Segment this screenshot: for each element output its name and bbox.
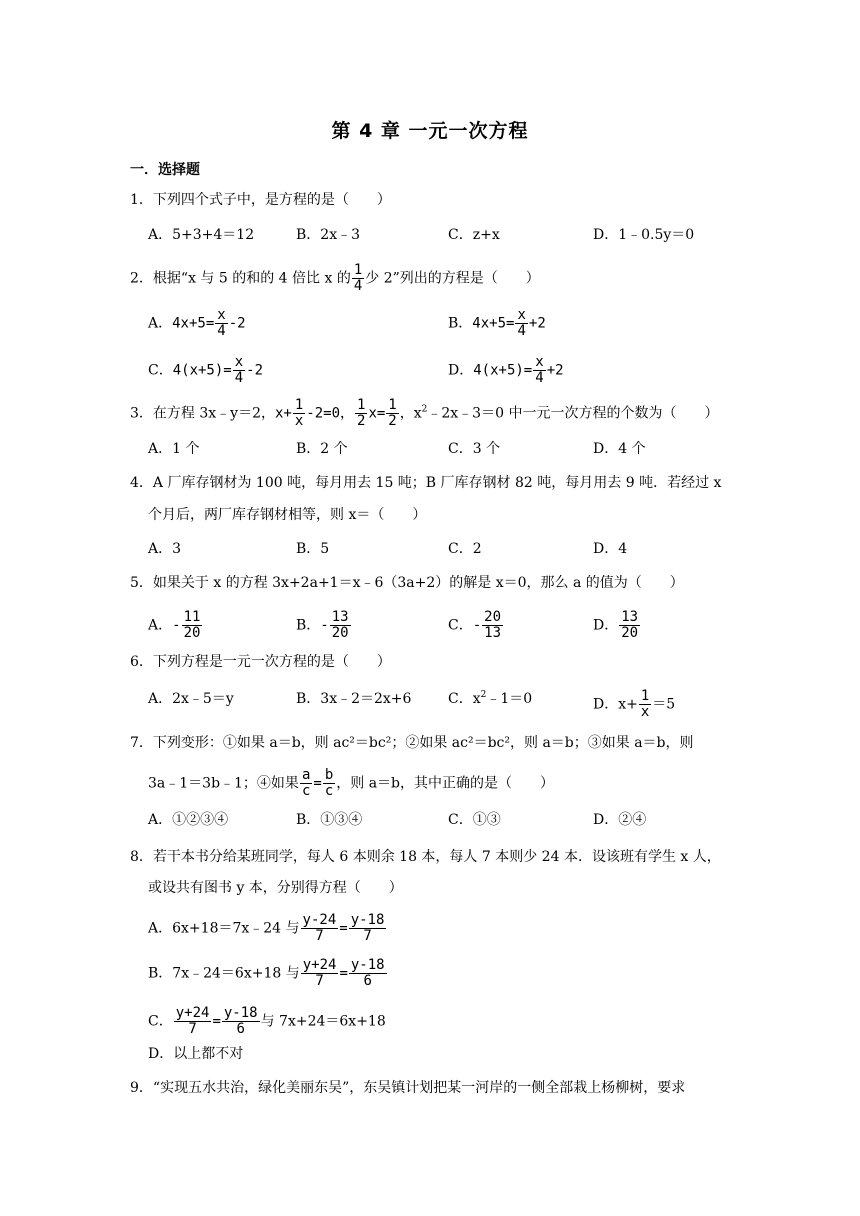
q2-b-frac <box>515 308 527 339</box>
q8-b-n1: y+24 <box>302 957 337 973</box>
q5-a-num: 11 <box>183 609 201 625</box>
q5-a-den: 20 <box>183 625 201 641</box>
q8-d-text: 以上都不对 <box>173 1046 244 1062</box>
q3-eq3-den2: 2 <box>388 413 397 429</box>
q6-c-sup: 2 <box>480 690 487 700</box>
q2-d-frac <box>533 355 545 386</box>
q3-eq2-left: x+ <box>274 405 292 422</box>
q8-a-d2: 7 <box>363 928 372 944</box>
q2-c-den: 4 <box>234 370 244 386</box>
q4-option-a: A．3 <box>148 541 182 557</box>
q8-a-equals: = <box>339 920 348 937</box>
q8-c-frac-1 <box>174 1006 212 1037</box>
q2-a-label: A． <box>148 315 173 332</box>
q4-option-b: B．5 <box>296 541 330 557</box>
question-9-line-1: 9．“实现五水共治，绿化美丽东吴”，东吴镇计划把某一河岸的一侧全部栽上杨柳树，要求 <box>130 1080 686 1096</box>
q1-option-b: B．2x﹣3 <box>296 227 360 243</box>
q5-c-den: 13 <box>484 625 502 641</box>
q3-stem-c: ﹣2x﹣3＝0 中一元一次方程的个数为（ ） <box>427 405 719 422</box>
q8-c-n2: y-18 <box>223 1005 258 1021</box>
q7-frac1-den: c <box>301 783 311 799</box>
q3-eq3-den1: 2 <box>357 413 366 429</box>
q8-a-frac-1 <box>301 913 339 944</box>
q2-c-left: 4(x+5)= <box>172 362 232 379</box>
q2-b-right: +2 <box>528 315 546 332</box>
q8-option-a <box>148 913 387 944</box>
q2-b-num: x <box>517 307 526 323</box>
q8-a-n1: y-24 <box>302 912 337 928</box>
question-7-line-2 <box>148 768 554 799</box>
q2-c-num: x <box>234 354 244 370</box>
q5-b-frac <box>330 610 351 641</box>
q6-d-frac <box>639 689 651 720</box>
q3-eq2-frac <box>293 398 305 429</box>
q6-c-text: C．x <box>448 691 481 707</box>
q2-option-b <box>448 308 546 339</box>
q8-a-frac-2 <box>349 913 387 944</box>
q1-option-c: C．z+x <box>448 227 500 243</box>
q7-frac1-num: a <box>301 767 311 783</box>
q4-option-d: D．4 <box>593 541 628 557</box>
q2-c-right: -2 <box>246 362 264 379</box>
q7-frac2-num: b <box>324 767 334 783</box>
q7-option-c: C．①③ <box>448 812 501 828</box>
q6-d-den: x <box>640 704 650 720</box>
q3-eq3-num2: 1 <box>388 397 397 413</box>
q5-option-d <box>593 610 641 641</box>
q6-d-num: 1 <box>640 688 650 704</box>
question-4-line-2: 个月后，两厂库存钢材相等，则 x＝（ ） <box>148 507 427 523</box>
q3-eq2-right: -2=0， <box>306 405 354 422</box>
q1-option-a: A．5+3+4＝12 <box>148 227 255 243</box>
q2-d-left: 4(x+5)= <box>473 362 533 379</box>
q8-c-frac-2 <box>222 1006 260 1037</box>
q5-d-den: 20 <box>621 625 639 641</box>
q7-frac-1 <box>300 768 312 799</box>
q8-a-text: 6x+18＝7x﹣24 与 <box>172 920 300 937</box>
q5-c-num: 20 <box>484 609 502 625</box>
q6-option-a: A．2x﹣5＝y <box>148 691 234 707</box>
q3-option-b: B．2 个 <box>296 441 348 457</box>
q1-option-d: D．1﹣0.5y＝0 <box>593 227 695 243</box>
q2-a-left: 4x+5= <box>172 315 215 332</box>
question-2-stem <box>130 263 540 294</box>
q5-a-label: A． <box>148 617 173 634</box>
q8-b-d1: 7 <box>315 973 324 989</box>
q2-d-den: 4 <box>535 370 544 386</box>
q2-a-right: -2 <box>228 315 246 332</box>
q8-c-d2: 6 <box>236 1021 245 1037</box>
q6-option-d <box>593 689 675 720</box>
q2-c-label: C． <box>148 362 173 379</box>
q8-b-label: B． <box>148 965 173 982</box>
q5-b-label: B． <box>296 617 321 634</box>
q7-frac2-den: c <box>324 783 334 799</box>
q2-d-num: x <box>535 354 544 370</box>
q2-stem-a: 2．根据“x 与 5 的和的 4 倍比 x 的 <box>130 270 351 287</box>
q7-line2-b: ，则 a＝b，其中正确的是（ ） <box>336 775 555 792</box>
q3-eq2-num: 1 <box>294 397 304 413</box>
q5-option-c <box>448 610 504 641</box>
q8-b-text: 7x﹣24＝6x+18 与 <box>172 965 300 982</box>
question-1-stem: 1．下列四个式子中，是方程的是（ ） <box>130 192 391 208</box>
q3-eq3-num1: 1 <box>357 397 366 413</box>
q2-option-d <box>448 355 564 386</box>
q2-b-den: 4 <box>517 323 526 339</box>
q7-frac-2 <box>323 768 335 799</box>
q6-option-c <box>448 689 532 709</box>
q4-option-c: C．2 <box>448 541 482 557</box>
q2-d-right: +2 <box>546 362 564 379</box>
q8-option-c <box>148 1006 386 1037</box>
q7-option-a: A．①②③④ <box>148 812 229 828</box>
q3-eq3-frac1 <box>355 398 367 429</box>
q8-d-label: D． <box>148 1046 174 1062</box>
q8-option-d <box>148 1044 243 1064</box>
question-8-line-1: 8．若干本书分给某班同学，每人 6 本则余 18 本，每人 7 本则少 24 本．设该班有学生 x 人， <box>130 849 721 865</box>
q8-b-equals: = <box>339 965 348 982</box>
q3-superscript: 2 <box>421 404 428 415</box>
q8-a-label: A． <box>148 920 173 937</box>
q5-c-sign: - <box>472 617 482 634</box>
q7-line2-a: 3a﹣1＝3b﹣1；④如果 <box>148 775 299 792</box>
q3-stem-a: 3．在方程 3x﹣y＝2， <box>130 405 275 422</box>
q2-b-left: 4x+5= <box>472 315 515 332</box>
question-8-line-2: 或设共有图书 y 本，分别得方程（ ） <box>148 880 403 896</box>
page-title: 第 4 章 一元一次方程 <box>331 120 529 142</box>
q8-c-equals: = <box>212 1013 221 1030</box>
q3-stem-b: ，x <box>399 405 422 422</box>
q5-d-num: 13 <box>621 609 639 625</box>
q2-b-label: B． <box>448 315 473 332</box>
q8-b-frac-2 <box>349 958 387 989</box>
question-7-line-1: 7．下列变形：①如果 a＝b，则 ac²＝bc²；②如果 ac²＝bc²，则 a＝b；③如果 a＝b，则 <box>130 735 694 751</box>
q7-option-b: B．①③④ <box>296 812 363 828</box>
q8-c-n1: y+24 <box>175 1005 210 1021</box>
q6-option-b: B．3x﹣2＝2x+6 <box>296 691 412 707</box>
question-6-stem: 6．下列方程是一元一次方程的是（ ） <box>130 654 391 670</box>
q2-a-frac <box>215 308 227 339</box>
q5-b-den: 20 <box>331 625 349 641</box>
q2-frac-den: 4 <box>353 278 363 294</box>
question-3-stem <box>130 398 718 429</box>
q2-a-den: 4 <box>217 323 226 339</box>
q8-b-n2: y-18 <box>350 957 385 973</box>
q3-option-c: C．3 个 <box>448 441 501 457</box>
q8-c-after: 与 7x+24＝6x+18 <box>260 1013 386 1030</box>
q3-eq2-den: x <box>294 413 304 429</box>
q5-option-b <box>296 610 352 641</box>
q2-option-c <box>148 355 263 386</box>
q8-c-d1: 7 <box>188 1021 197 1037</box>
q7-option-d: D．②④ <box>593 812 647 828</box>
q3-option-a: A．1 个 <box>148 441 200 457</box>
q2-frac-num: 1 <box>353 262 363 278</box>
q5-d-label: D． <box>593 617 619 634</box>
q6-d-text: D．x+ <box>593 696 638 713</box>
q8-a-n2: y-18 <box>350 912 385 928</box>
q2-d-label: D． <box>448 362 474 379</box>
q3-eq3-frac2 <box>386 398 398 429</box>
q5-b-sign: - <box>320 617 329 634</box>
q8-option-b <box>148 958 388 989</box>
q8-a-d1: 7 <box>315 928 324 944</box>
q5-a-frac <box>182 610 203 641</box>
q2-stem-fraction <box>352 263 364 294</box>
q8-b-d2: 6 <box>363 973 372 989</box>
section-heading: 一．选择题 <box>130 162 200 178</box>
q7-equals: = <box>313 775 322 792</box>
q2-a-num: x <box>217 307 226 323</box>
q5-c-frac <box>482 610 503 641</box>
question-5-stem: 5．如果关于 x 的方程 3x+2a+1＝x﹣6（3a+2）的解是 x＝0，那么 a 的值为（ ） <box>130 575 684 591</box>
q5-c-label: C． <box>448 617 473 634</box>
q2-c-frac <box>233 355 245 386</box>
q8-c-label: C． <box>148 1013 173 1030</box>
q5-d-frac <box>619 610 640 641</box>
q5-option-a <box>148 610 203 641</box>
q6-c-rest: ﹣1＝0 <box>486 691 533 707</box>
q2-stem-b: 少 2”列出的方程是（ ） <box>365 270 540 287</box>
q3-option-d: D．4 个 <box>593 441 646 457</box>
question-4-line-1: 4．A 厂库存钢材为 100 吨，每月用去 15 吨；B 厂库存钢材 82 吨，每月用去 9 吨．若经过 x <box>130 475 722 491</box>
q5-a-sign: - <box>172 617 181 634</box>
q6-d-rest: ＝5 <box>652 696 676 713</box>
q2-option-a <box>148 308 246 339</box>
q8-b-frac-1 <box>301 958 339 989</box>
q5-b-num: 13 <box>331 609 349 625</box>
q3-eq3-mid: x= <box>368 405 386 422</box>
